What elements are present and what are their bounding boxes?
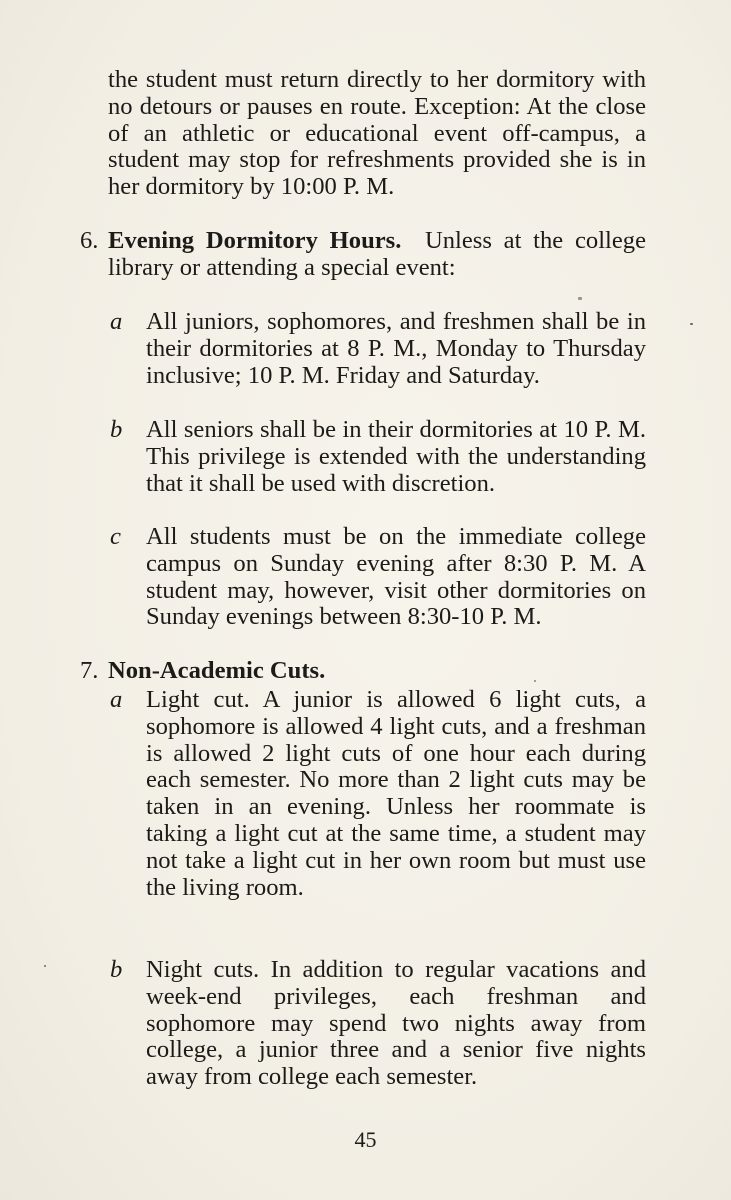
intro-paragraph: the student must return directly to her dormitory with no detours or pauses en route. Exception: At the close of an athletic or educational event off-campus, a student may stop for refreshments provided she is in her dormitory by 10:00 P. M. [108,66,646,201]
item-7b-text: Night cuts. In addition to regular vacations and week-end privileges, each freshman and sophomore may spend two nights away from college, a junior three and a senior five nights away from college each semester. [146,956,646,1091]
item-6b-letter: b [110,416,123,443]
section-7-heading: Non-Academic Cuts. [108,657,326,684]
paper-speck [44,965,46,967]
item-7a-text: Light cut. A junior is allowed 6 light cuts, a sophomore is allowed 4 light cuts, and a freshman is allowed 2 light cuts of one hour each during each semester. No more than 2 light cuts may be taken in an evening. Unless her roommate is taking a light cut at the same time, a student may not take a light cut in her own room but must use the living room. [146,686,646,901]
item-6c-text: All students must be on the immediate college campus on Sunday evening after 8:30 P. M. A student may, however, visit other dormitories on Sunday evenings between 8:30-10 P. M. [146,523,646,631]
page-number: 45 [354,1127,377,1152]
paper-speck [578,297,582,300]
paper-speck [534,680,536,682]
section-6-paragraph [108,228,646,282]
section-7-number: 7. [80,657,99,684]
section-6-heading: Evening Dormitory Hours. [108,227,402,254]
item-7b-letter: b [110,956,123,983]
paper-speck [690,323,693,325]
item-6a-letter: a [110,308,123,335]
section-6-intro: Unless at the college library or attending a special event: [108,227,647,281]
section-6-number: 6. [80,227,99,254]
item-6b-text: All seniors shall be in their dormitories at 10 P. M. This privilege is extended with the understanding that it shall be used with discretion. [146,416,646,497]
section-7-paragraph [108,658,646,685]
item-7a-letter: a [110,686,123,713]
item-6c-letter: c [110,523,121,550]
item-6a-text: All juniors, sophomores, and freshmen shall be in their dormitories at 8 P. M., Monday to Thursday inclusive; 10 P. M. Friday and Saturday. [146,308,646,389]
